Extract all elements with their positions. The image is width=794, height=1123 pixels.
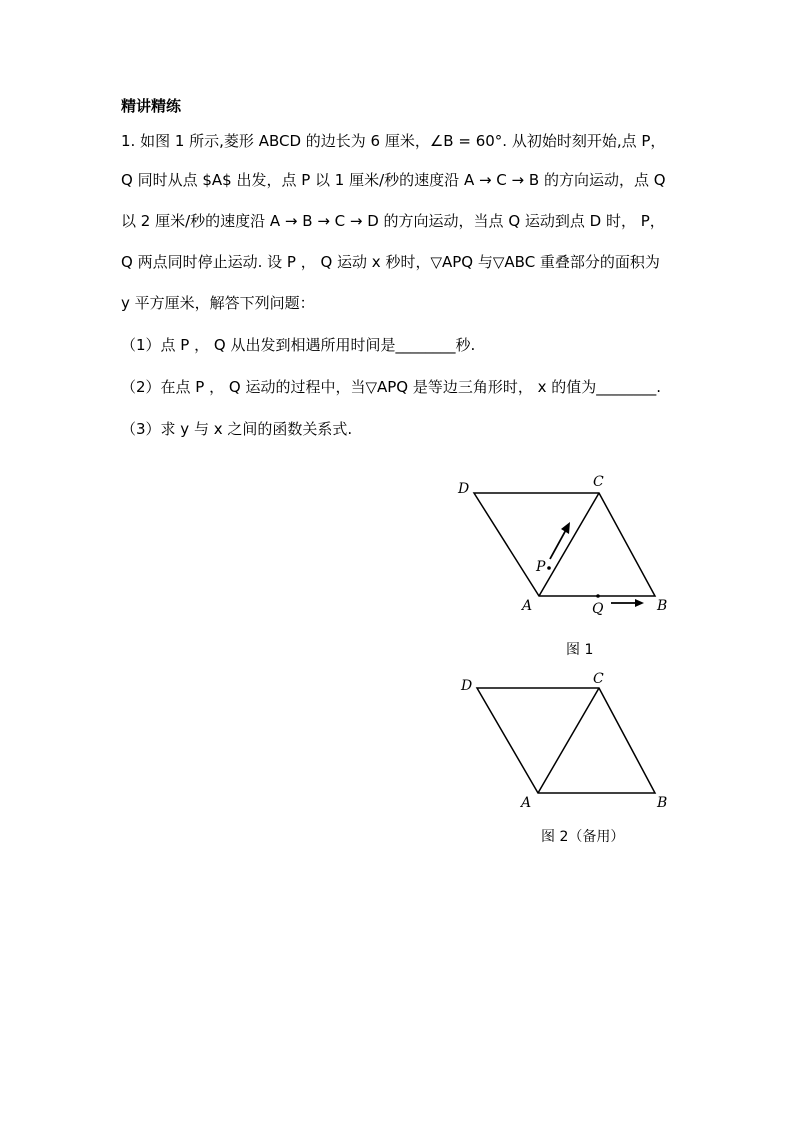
label-d: D (461, 678, 473, 694)
rhombus-figure-2 (450, 660, 680, 820)
rhombus-outline (474, 493, 655, 596)
question-2: （2）在点 P ， Q 运动的过程中，当▽APQ 是等边三角形时， x 的值为________. (121, 378, 662, 396)
problem-line-1: 1. 如图 1 所示,菱形 ABCD 的边长为 6 厘米，∠B = 60°. 从初始时刻开始,点 P， (121, 132, 666, 150)
problem-line-4: Q 两点同时停止运动. 设 P ， Q 运动 x 秒时，▽APQ 与▽ABC 重叠部分的面积为 (121, 253, 660, 271)
point-q (596, 594, 600, 598)
problem-line-5: y 平方厘米，解答下列问题： (121, 294, 315, 312)
point-p (547, 566, 551, 570)
label-b: B (657, 598, 668, 614)
question-1: （1）点 P ， Q 从出发到相遇所用时间是________秒. (121, 336, 476, 354)
diagonal-ac (539, 493, 599, 596)
label-b: B (657, 795, 668, 811)
diagonal-ac (538, 688, 599, 793)
label-a: A (521, 795, 532, 811)
p-direction-arrow (550, 528, 567, 559)
label-c: C (593, 474, 604, 490)
q-arrowhead (635, 599, 644, 607)
rhombus-outline (477, 688, 655, 793)
figure-1 (450, 465, 680, 625)
question-3: （3）求 y 与 x 之间的函数关系式. (121, 420, 353, 438)
rhombus-figure-1 (450, 465, 680, 625)
label-p: P (536, 559, 546, 575)
figure-1-caption: 图 1 (566, 642, 594, 658)
problem-line-3: 以 2 厘米/秒的速度沿 A → B → C → D 的方向运动，当点 Q 运动到点 D 时， P， (121, 212, 665, 230)
figure-2 (450, 660, 680, 820)
problem-line-2: Q 同时从点 $A$ 出发，点 P 以 1 厘米/秒的速度沿 A → C → B 的方向运动，点 Q (121, 171, 666, 189)
section-heading: 精讲精练 (121, 97, 182, 115)
label-c: C (593, 671, 604, 687)
figure-2-caption: 图 2（备用） (541, 829, 625, 845)
label-d: D (458, 481, 470, 497)
label-a: A (522, 598, 533, 614)
label-q: Q (592, 601, 604, 617)
